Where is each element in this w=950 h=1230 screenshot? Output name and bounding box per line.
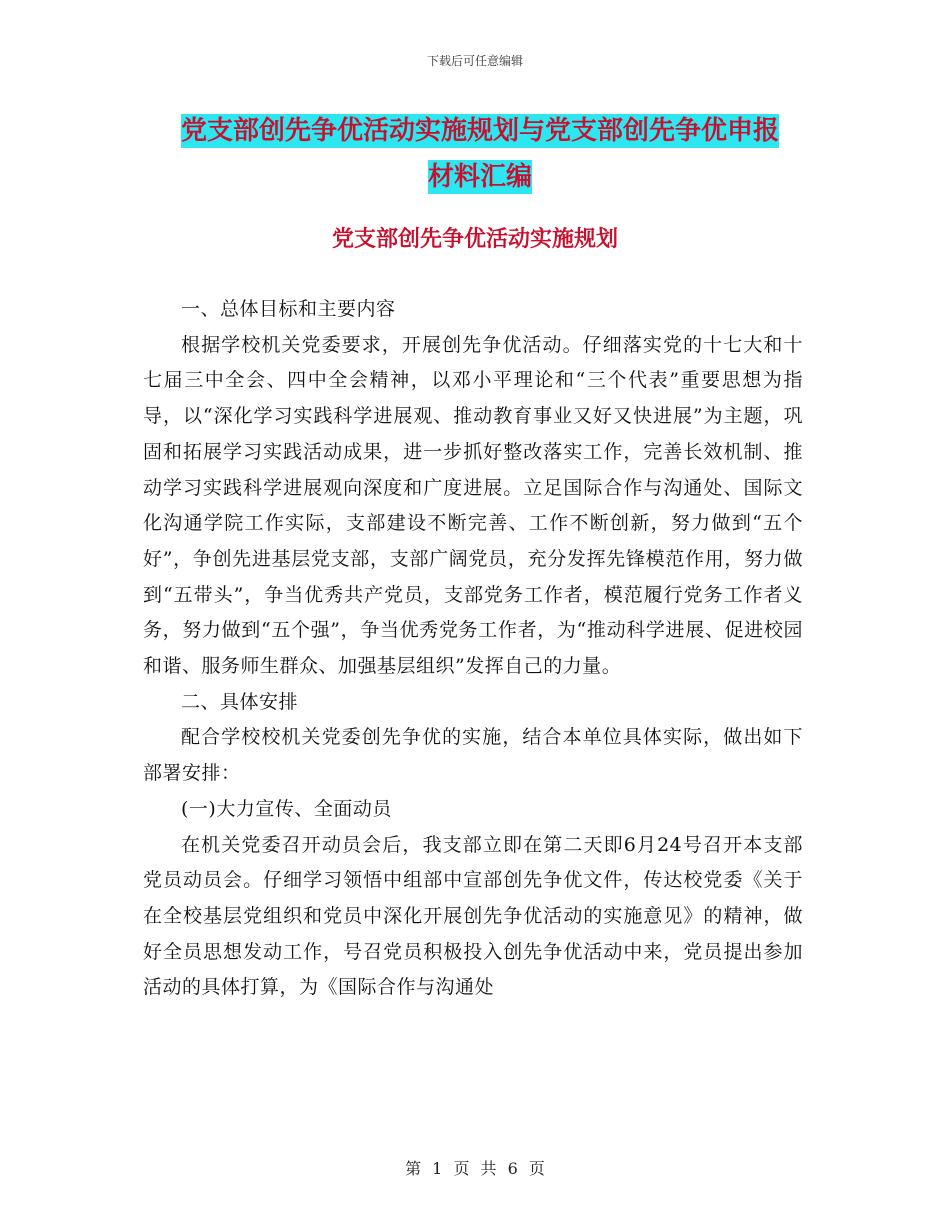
document-body: [143, 292, 803, 1006]
title-line-1: 党支部创先争优活动实施规划与党支部创先争优申报: [180, 116, 779, 146]
document-title: [140, 108, 820, 200]
title-line-2: 材料汇编: [427, 162, 532, 192]
heading-specific-arrangements: 二、具体安排: [181, 690, 299, 713]
paragraph: 根据学校机关党委要求，开展创先争优活动。仔细落实党的十七大和十七届三中全会、四中全会精神，以邓小平理论和“三个代表”重要思想为指导，以“深化学习实践科学进展观、推动教育事业又好又快进展”为主题，巩固和拓展学习实践活动成果，进一步抓好整改落实工作，完善长效机制、推动学习实践科学进展观向深度和广度进展。立足国际合作与沟通处、国际文化沟通学院工作实际，支部建设不断完善、工作不断创新，努力做到“五个好”，争创先进基层党支部，支部广阔党员，充分发挥先锋模范作用，努力做到“五带头”，争当优秀共产党员，支部党务工作者，模范履行党务工作者义务，努力做到“五个强”，争当优秀党务工作者，为“推动科学进展、促进校园和谐、服务师生群众、加强基层组织”发挥自己的力量。: [143, 333, 803, 678]
paragraph: 在机关党委召开动员会后，我支部立即在第二天即6月24号召开本支部党员动员会。仔细学习领悟中组部中宣部创先争优文件，传达校党委《关于在全校基层党组织和党员中深化开展创先争优活动的实施意见》的精神，做好全员思想发动工作，号召党员积极投入创先争优活动中来，党员提出参加活动的具体打算，为《国际合作与沟通处: [143, 833, 803, 999]
page-header-note: 下载后可任意编辑: [426, 54, 523, 68]
page-number: 第 1 页 共 6 页: [405, 1159, 545, 1178]
subheading-publicity: (一)大力宣传、全面动员: [181, 797, 392, 820]
heading-overall-goals: 一、总体目标和主要内容: [181, 298, 396, 320]
paragraph: 配合学校校机关党委创先争优的实施，结合本单位具体实际，做出如下部署安排：: [143, 726, 803, 785]
section-title: 党支部创先争优活动实施规划: [331, 227, 618, 252]
